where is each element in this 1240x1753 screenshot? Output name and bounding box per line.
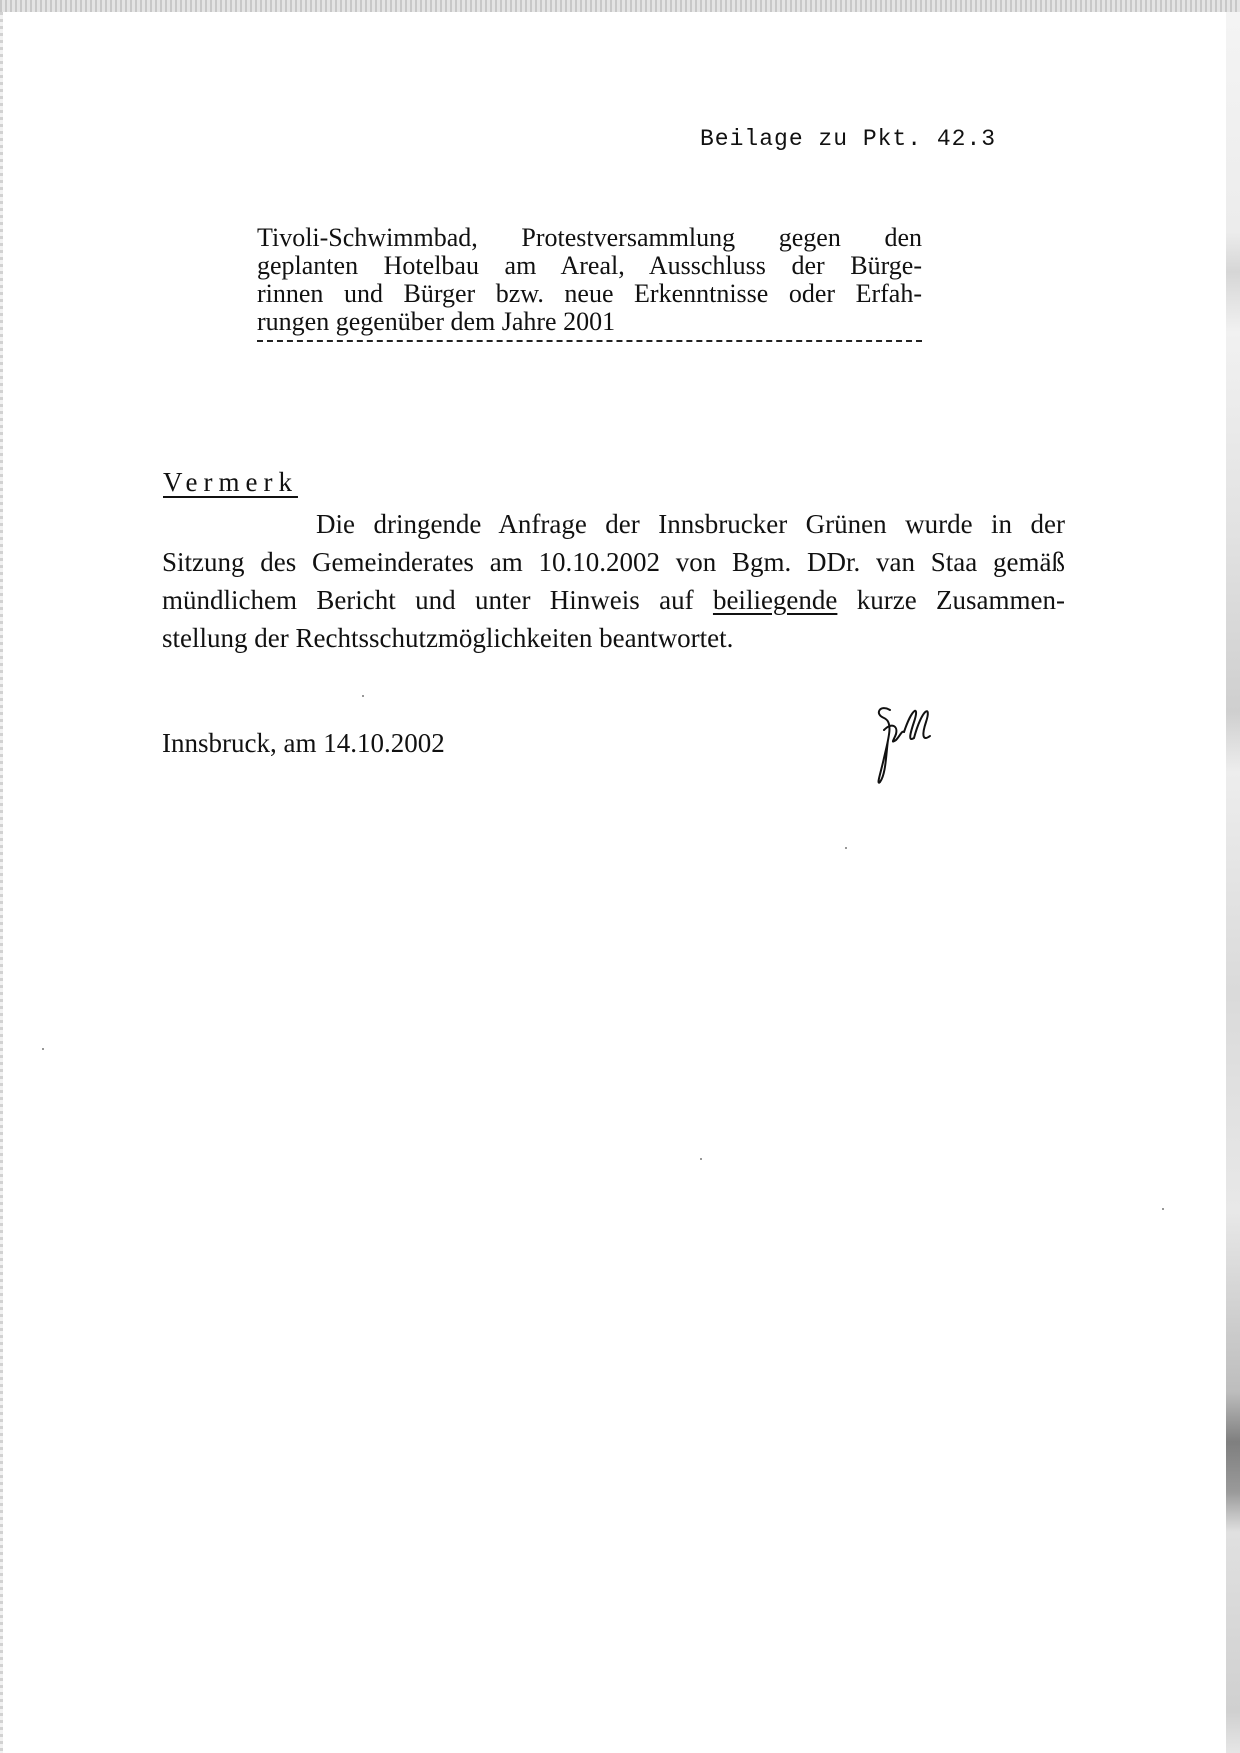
subject-block [257,224,922,336]
body-text-fragment: kurze Zusammen- [856,585,1066,615]
handwritten-signature [868,700,948,790]
body-line: Die dringende Anfrage der Innsbrucker Grünen wurde in der [316,509,1065,539]
note-body [162,505,1065,657]
scan-speck [42,1048,44,1050]
body-line [162,581,1065,619]
subject-line: geplanten Hotelbau am Areal, Ausschluss der Bürge- [257,251,922,280]
scan-speck [700,1158,702,1160]
body-text-fragment: mündlichem Bericht und unter Hinweis auf [162,585,694,615]
subject-line: rinnen und Bürger bzw. neue Erkenntnisse oder Erfah- [257,279,922,308]
body-line: Sitzung des Gemeinderates am 10.10.2002 von Bgm. DDr. van Staa gemäß [162,547,1065,577]
scan-speck [1162,1208,1164,1210]
subject-dashed-rule [257,340,922,342]
subject-line: rungen gegenüber dem Jahre 2001 [257,307,616,336]
scan-speck [845,847,847,849]
place-date: Innsbruck, am 14.10.2002 [162,728,445,758]
scan-speck [362,695,364,697]
underlined-word: beiliegende [712,585,838,615]
scan-edge-right [1226,12,1240,1753]
scan-edge-left [0,12,3,1753]
body-line: stellung der Rechtsschutzmöglichkeiten beantwortet. [162,623,734,653]
subject-line: Tivoli-Schwimmbad, Protestversammlung gegen den [257,223,922,252]
reference-line: Beilage zu Pkt. 42.3 [700,126,997,152]
scan-edge-top [0,0,1240,12]
note-heading: Vermerk [163,467,298,497]
